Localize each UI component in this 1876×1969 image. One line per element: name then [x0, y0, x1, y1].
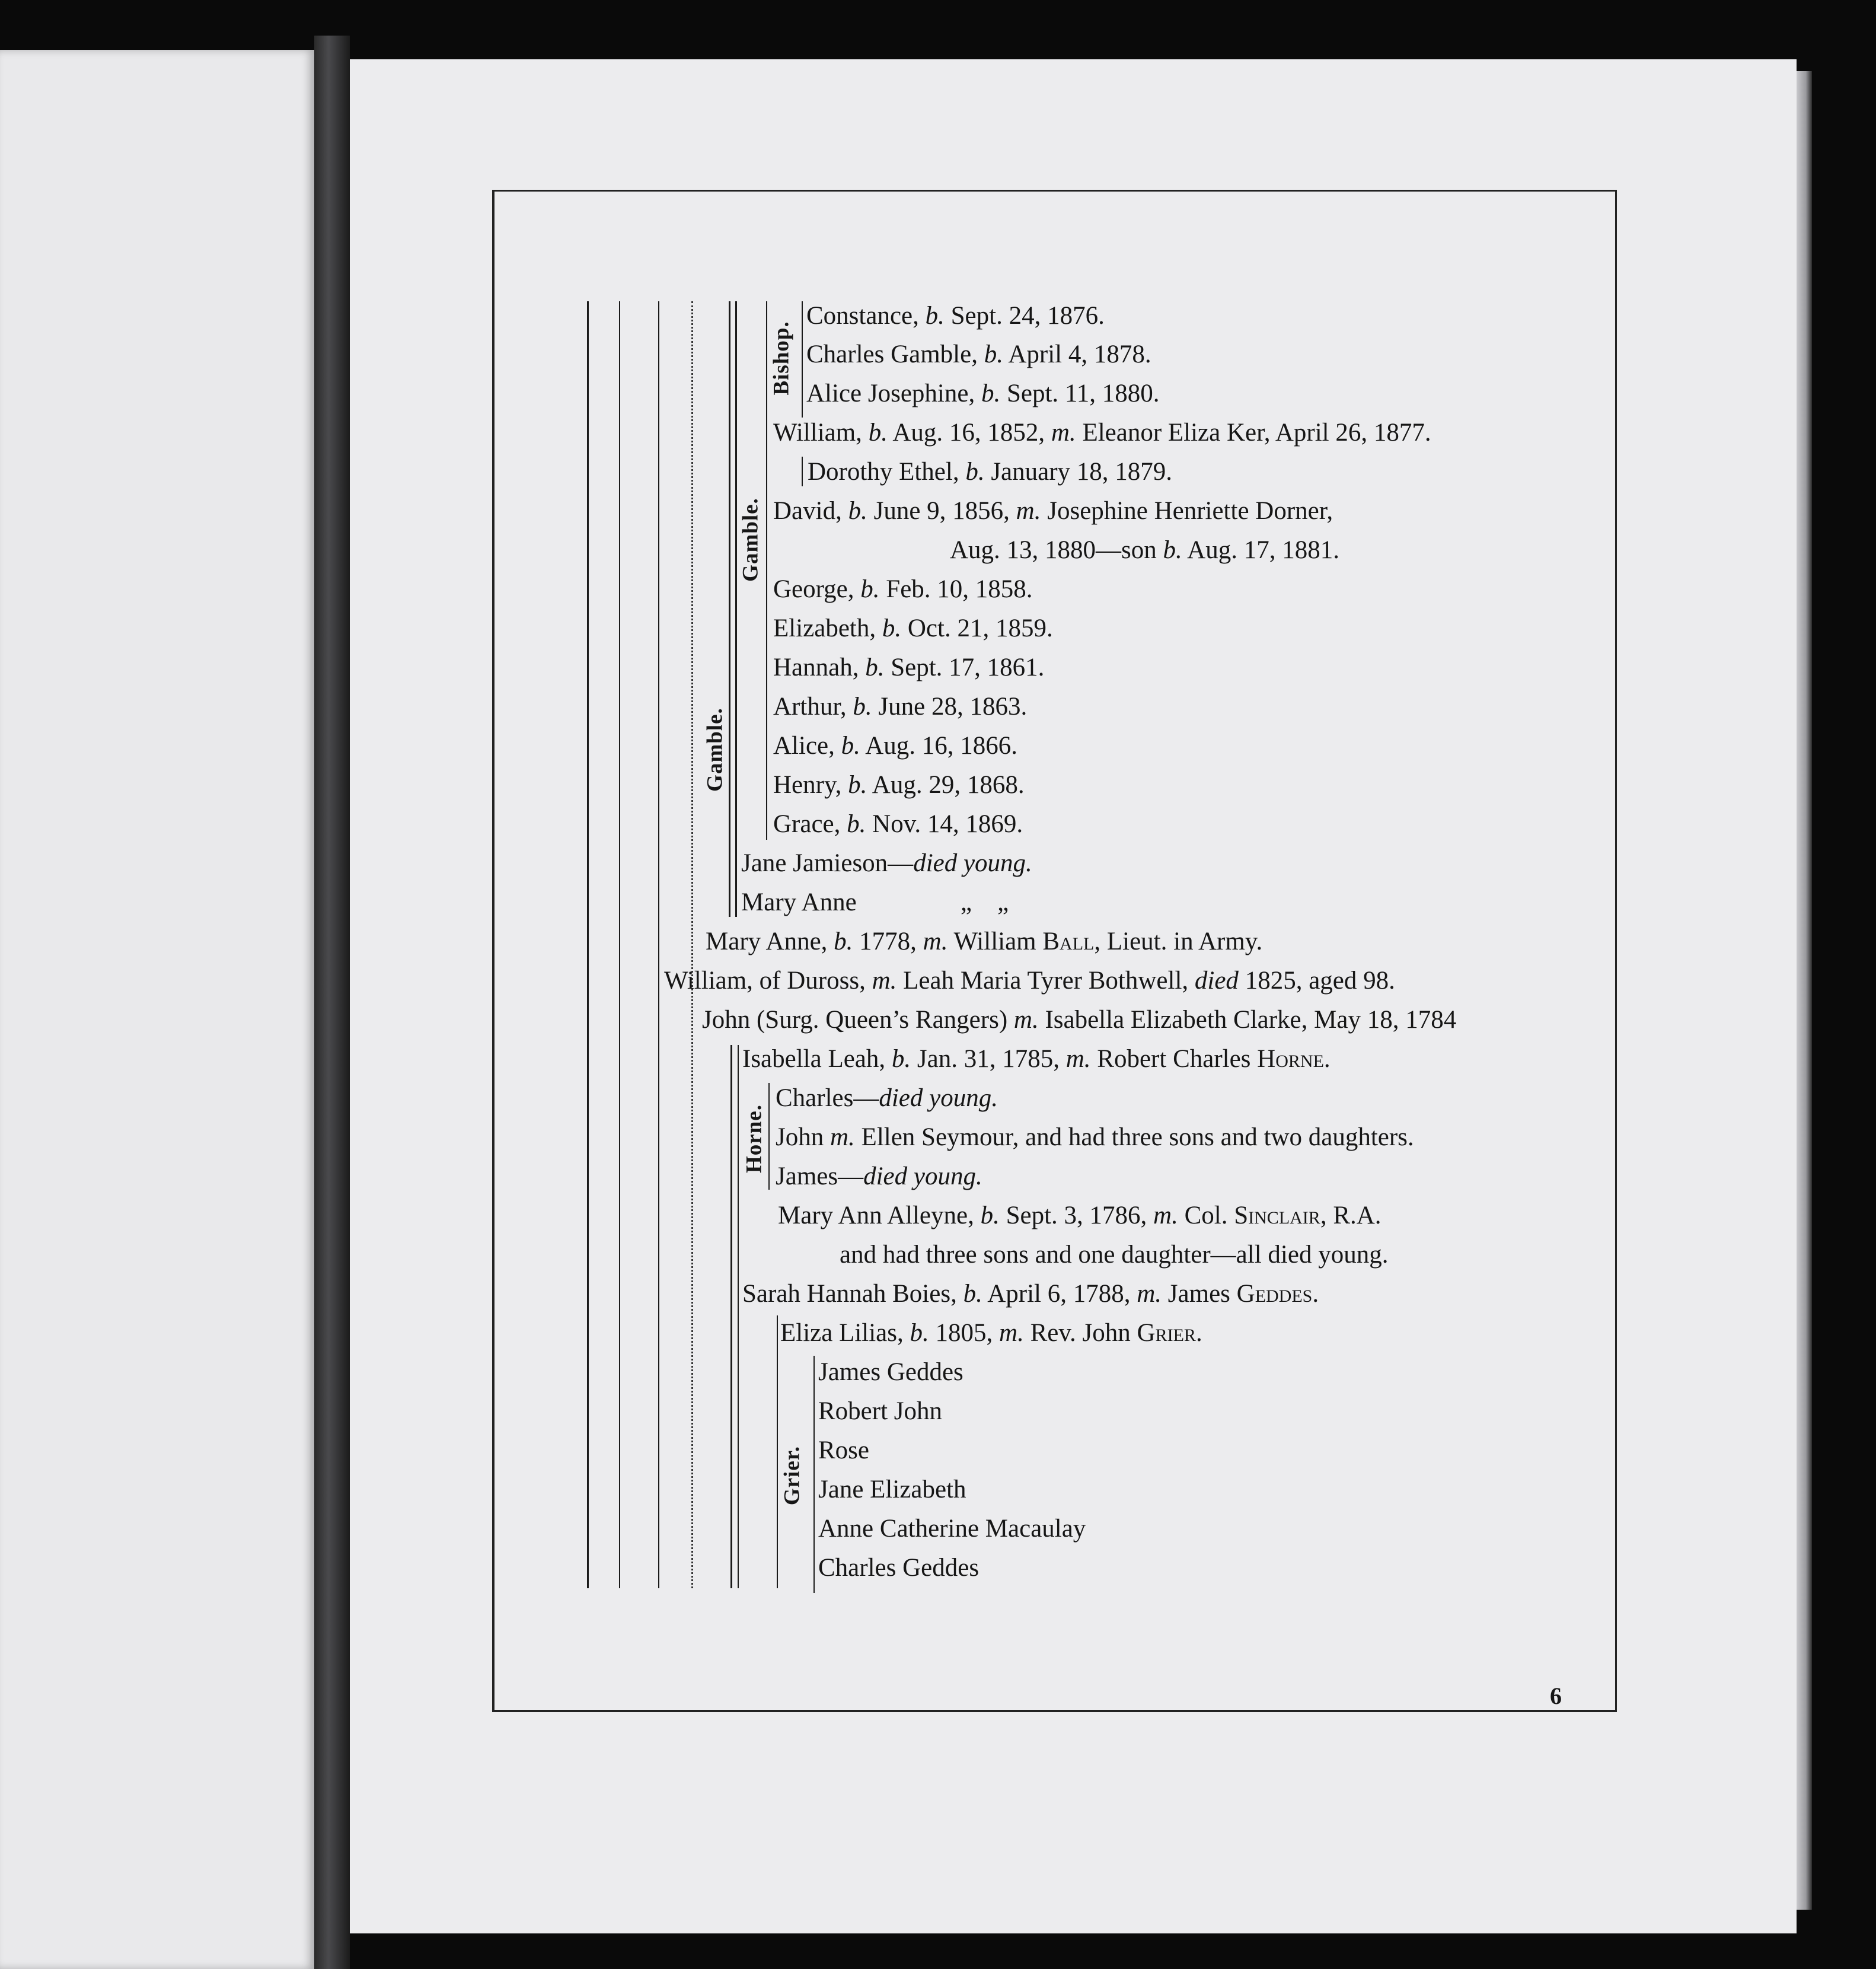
entry-isabella-leah: Isabella Leah, b. Jan. 31, 1785, m. Robert Charles Horne. [742, 1045, 1331, 1073]
entry-george: George, b. Feb. 10, 1858. [773, 575, 1033, 603]
left-page [0, 50, 314, 1969]
entry-sarah-hannah: Sarah Hannah Boies, b. April 6, 1788, m. James Geddes. [742, 1280, 1319, 1308]
entry-alice-josephine: Alice Josephine, b. Sept. 11, 1880. [806, 380, 1160, 407]
entry-mary-anne-1778: Mary Anne, b. 1778, m. William Ball, Lieut. in Army. [706, 928, 1263, 955]
entry-john-horne: John m. Ellen Seymour, and had three sons and two daughters. [776, 1123, 1414, 1151]
entry-william-1852: William, b. Aug. 16, 1852, m. Eleanor Eliza Ker, April 26, 1877. [773, 419, 1431, 447]
entry-james-horne: James—died young. [776, 1162, 982, 1190]
entry-charles-horne: Charles—died young. [776, 1084, 998, 1112]
book-spine [314, 36, 350, 1969]
entry-alice: Alice, b. Aug. 16, 1866. [773, 732, 1018, 760]
grier-child: Charles Geddes [818, 1554, 980, 1582]
grier-child: James Geddes [818, 1358, 963, 1386]
entry-grace: Grace, b. Nov. 14, 1869. [773, 810, 1023, 838]
grier-child: Anne Catherine Macaulay [818, 1515, 1086, 1543]
entry-jane-jamieson: Jane Jamieson—died young. [741, 849, 1032, 877]
grier-child: Rose [818, 1436, 869, 1464]
tree-line-6 [735, 301, 737, 917]
tree-line-4 [691, 301, 693, 1588]
isabella-line-2 [738, 1045, 739, 1588]
gamble-bracket-line [766, 301, 767, 840]
entry-william-duross: William, of Duross, m. Leah Maria Tyrer Bothwell, died 1825, aged 98. [664, 967, 1395, 995]
grier-child: Robert John [818, 1397, 943, 1425]
entry-charles-gamble: Charles Gamble, b. April 4, 1878. [806, 340, 1151, 368]
entry-david: David, b. June 9, 1856, m. Josephine Henriette Dorner, [773, 497, 1333, 525]
horne-bracket-line [768, 1083, 770, 1190]
dorothy-bracket-line [802, 457, 803, 486]
tree-line-5 [729, 301, 730, 917]
entry-mary-anne-young: Mary Anne „ „ [741, 887, 857, 919]
entry-constance: Constance, b. Sept. 24, 1876. [806, 302, 1105, 330]
entry-mary-ann-alleyne: Mary Ann Alleyne, b. Sept. 3, 1786, m. Col. Sinclair, R.A. [778, 1202, 1382, 1229]
entry-dorothy-ethel: Dorothy Ethel, b. January 18, 1879. [808, 458, 1173, 486]
entry-hannah: Hannah, b. Sept. 17, 1861. [773, 654, 1045, 681]
tree-line-3 [658, 301, 659, 1588]
entry-elizabeth: Elizabeth, b. Oct. 21, 1859. [773, 614, 1053, 642]
grier-bracket-line [777, 1315, 778, 1588]
page-number: 6 [1550, 1683, 1562, 1709]
entry-john-surgeon: John (Surg. Queen’s Rangers) m. Isabella Elizabeth Clarke, May 18, 1784 [702, 1006, 1457, 1034]
entry-henry: Henry, b. Aug. 29, 1868. [773, 771, 1025, 799]
tree-line-2 [619, 301, 620, 1588]
entry-mary-ann-continued: and had three sons and one daughter—all died young. [840, 1241, 1389, 1269]
entry-david-continued: Aug. 13, 1880—son b. Aug. 17, 1881. [950, 536, 1339, 564]
isabella-line-1 [730, 1045, 732, 1588]
grier-children-line [813, 1356, 815, 1593]
page-edge [1797, 71, 1812, 1910]
entry-arthur: Arthur, b. June 28, 1863. [773, 693, 1028, 721]
entry-eliza-lilias: Eliza Lilias, b. 1805, m. Rev. John Grier. [780, 1319, 1202, 1347]
grier-child: Jane Elizabeth [818, 1476, 966, 1503]
ditto-marks: „ „ [961, 888, 1009, 916]
tree-line-1 [587, 301, 589, 1588]
bishop-bracket-line [802, 301, 803, 418]
